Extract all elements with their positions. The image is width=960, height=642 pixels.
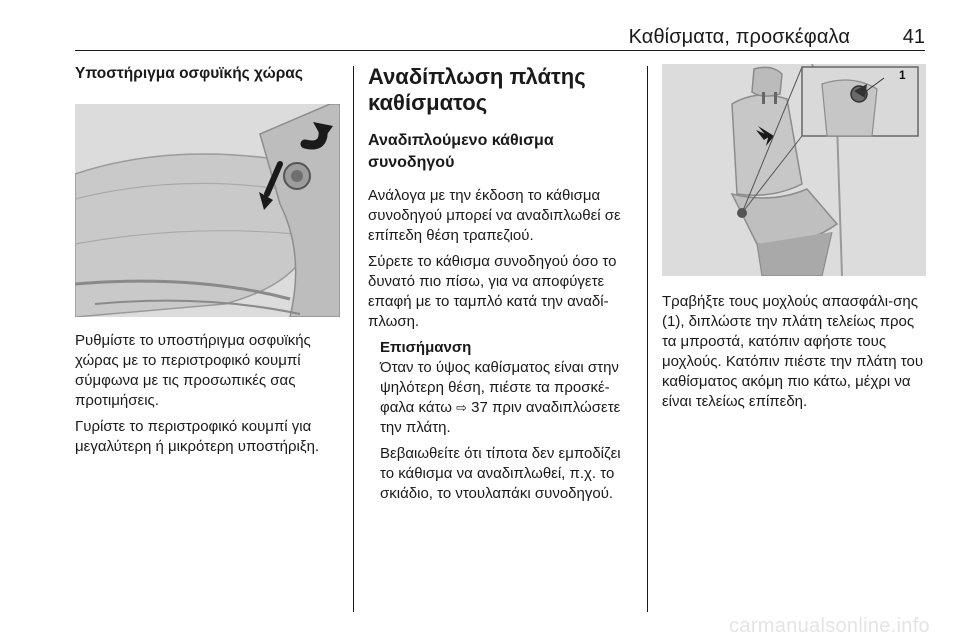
column-divider-2 <box>647 66 648 612</box>
folding-passenger-seat-subheading: Αναδιπλούμενο κάθισμα συνοδηγού <box>368 132 554 171</box>
column-release-levers <box>662 64 926 418</box>
note-text-end: 37 πριν αναδιπλώσετε την πλάτη. <box>380 399 621 436</box>
release-lever-paragraph: Τραβήξτε τους μοχλούς απασφάλι‐σης (1), διπλώστε την πλάτη τελείως προς τα μπροστά, κατόπιν αφήστε τους μοχλούς. Κατόπιν πιέστε την πλάτη του καθίσματος ακόμη πιο κάτω, μέχρι να είναι τελείως επίπεδη. <box>662 293 924 410</box>
lumbar-heading: Υποστήριγμα οσφυϊκής χώρας <box>75 65 303 82</box>
page-reference-arrow-icon: ⇨ <box>456 400 467 415</box>
header-divider <box>75 50 925 51</box>
note-paragraph-2: Βεβαιωθείτε ότι τίποτα δεν εμποδίζει το κάθισμα να αναδιπλωθεί, π.χ. το σκιάδιο, το ντουλαπάκι συνοδηγού. <box>380 445 621 502</box>
note-paragraph-1 <box>380 358 636 438</box>
fold-paragraph-2: Σύρετε το κάθισμα συνοδηγού όσο το δυνατό πιο πίσω, για να αποφύγετε επαφή με το ταμπλό κατά την αναδί‐πλωση. <box>368 253 617 330</box>
lumbar-support-figure <box>75 104 340 317</box>
lumbar-paragraph-2: Γυρίστε το περιστροφικό κουμπί για μεγαλύτερη ή μικρότερη υποστήριξη. <box>75 418 320 455</box>
passenger-seat-illustration <box>662 64 926 276</box>
callout-label-1: 1 <box>899 68 906 82</box>
column-fold-backrest <box>368 64 636 510</box>
note-title: Επισήμανση <box>380 339 472 356</box>
page-number: 41 <box>902 26 925 48</box>
release-lever-figure <box>662 64 926 276</box>
note-text-start: Όταν το ύψος καθίσματος είναι στην ψηλότερη θέση, πιέστε τα προσκέ‐φαλα κάτω <box>380 359 619 416</box>
column-divider-1 <box>353 66 354 612</box>
fold-backrest-heading: Αναδίπλωση πλάτης καθίσματος <box>368 64 586 115</box>
column-lumbar-support <box>75 64 340 463</box>
fold-paragraph-1: Ανάλογα με την έκδοση το κάθισμα συνοδηγού μπορεί να αναδιπλωθεί σε επίπεδη θέση τραπεζιού. <box>368 187 621 244</box>
seat-lumbar-illustration <box>75 104 340 317</box>
header-title: Καθίσματα, προσκέφαλα <box>628 26 850 48</box>
note-block <box>380 338 636 504</box>
lumbar-paragraph-1: Ρυθμίστε το υποστήριγμα οσφυϊκής χώρας με το περιστροφικό κουμπί σύμφωνα με τις προσωπικές σας προτιμήσεις. <box>75 332 311 409</box>
watermark: carmanualsonline.info <box>729 615 930 637</box>
